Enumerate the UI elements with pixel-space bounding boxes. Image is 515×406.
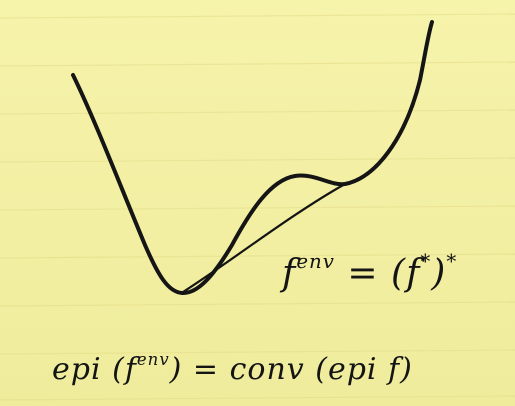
- eq2-lhs-open: (f: [112, 352, 137, 388]
- eq2-rhs: conv (epi f): [229, 352, 413, 388]
- eq1-rhs-open: (f: [391, 252, 421, 294]
- equation-epigraph-convex-hull: [52, 350, 413, 387]
- eq1-equals: =: [347, 252, 379, 294]
- eq1-rhs-inner-sup: *: [420, 250, 432, 273]
- eq1-rhs-outer-sup: *: [446, 250, 458, 273]
- eq2-lhs-close: ): [169, 352, 183, 388]
- eq1-lhs-base: f: [282, 252, 297, 294]
- eq1-lhs-sup: env: [296, 250, 335, 273]
- eq2-equals: =: [192, 352, 220, 388]
- equation-envelope-conjugate: [282, 250, 457, 294]
- eq2-lhs-sup: env: [136, 350, 170, 369]
- eq2-lhs-func: epi: [52, 352, 102, 388]
- eq1-rhs-close: ): [431, 252, 447, 294]
